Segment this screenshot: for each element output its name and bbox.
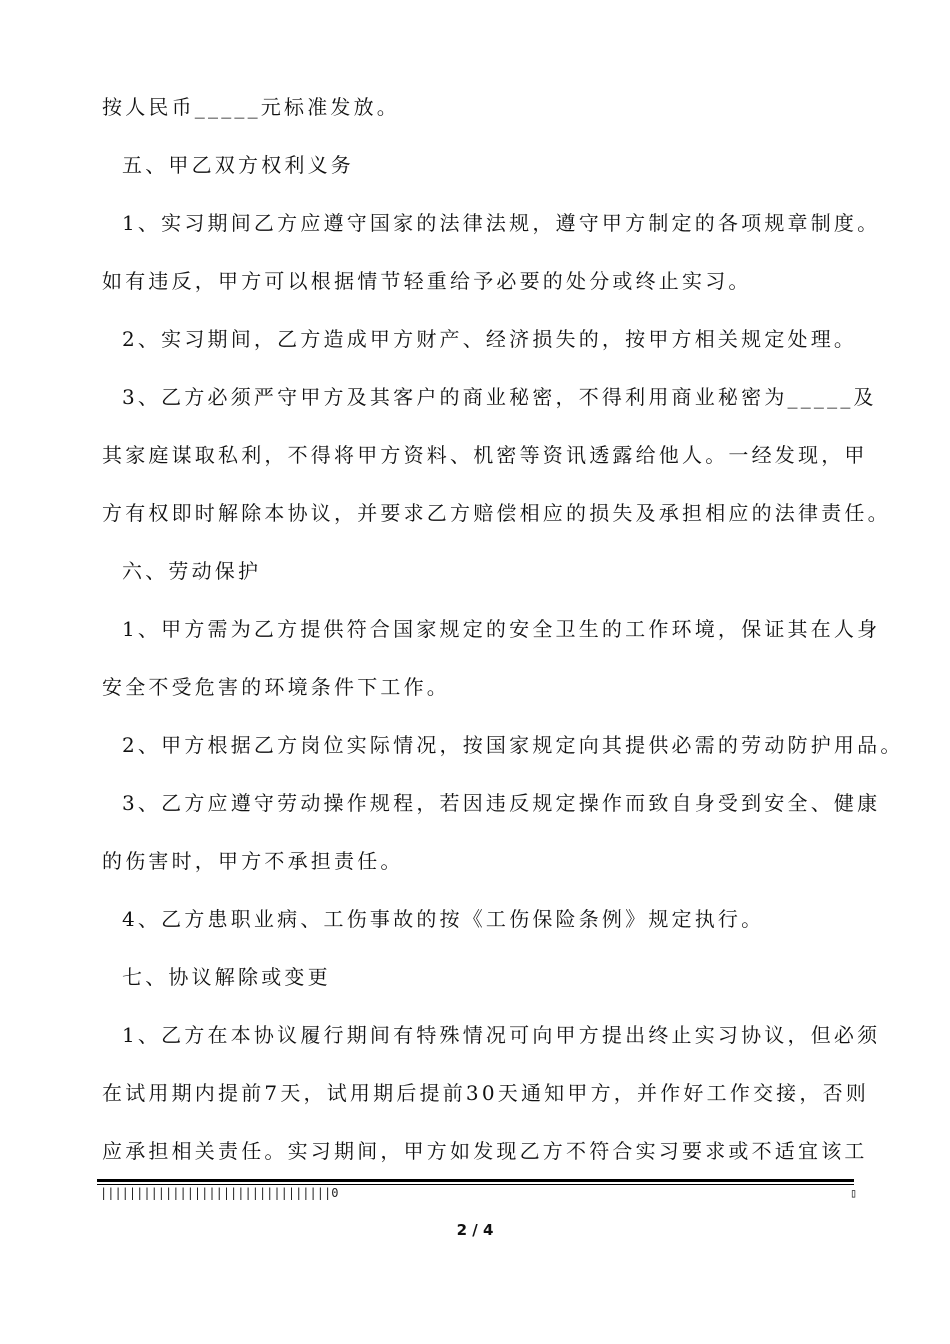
text-line: 如有违反，甲方可以根据情节轻重给予必要的处分或终止实习。 bbox=[102, 269, 752, 293]
text-line: 按人民币_____元标准发放。 bbox=[102, 95, 400, 119]
text-line: 2、实习期间，乙方造成甲方财产、经济损失的，按甲方相关规定处理。 bbox=[122, 327, 858, 351]
text-line: 3、乙方应遵守劳动操作规程，若因违反规定操作而致自身受到安全、健康 bbox=[122, 791, 881, 815]
text-line: 1、乙方在本协议履行期间有特殊情况可向甲方提出终止实习协议，但必须 bbox=[122, 1023, 881, 1047]
text-line: 其家庭谋取私利，不得将甲方资料、机密等资讯透露给他人。一经发现，甲 bbox=[102, 443, 868, 467]
text-line: 2、甲方根据乙方岗位实际情况，按国家规定向其提供必需的劳动防护用品。 bbox=[122, 733, 904, 757]
text-line: 1、甲方需为乙方提供符合国家规定的安全卫生的工作环境，保证其在人身 bbox=[122, 617, 881, 641]
section-heading: 七、协议解除或变更 bbox=[122, 965, 331, 989]
footer-rule-thick bbox=[97, 1179, 854, 1182]
text-line: 1、实习期间乙方应遵守国家的法律法规，遵守甲方制定的各项规章制度。 bbox=[122, 211, 881, 235]
text-line: 在试用期内提前7天，试用期后提前30天通知甲方，并作好工作交接，否则 bbox=[102, 1081, 869, 1105]
section-heading: 五、甲乙双方权利义务 bbox=[122, 153, 354, 177]
page-number: 2 / 4 bbox=[456, 1221, 494, 1239]
text-line: 3、乙方必须严守甲方及其客户的商业秘密，不得利用商业秘密为_____及 bbox=[122, 385, 877, 409]
text-line: 安全不受危害的环境条件下工作。 bbox=[102, 675, 450, 699]
footer-right-text: ▯ bbox=[850, 1186, 858, 1200]
text-line: 应承担相关责任。实习期间，甲方如发现乙方不符合实习要求或不适宜该工 bbox=[102, 1139, 868, 1163]
section-heading: 六、劳动保护 bbox=[122, 559, 262, 583]
footer-left-text: ||||||||||||||||||||||||||||||||0 bbox=[100, 1186, 339, 1200]
text-line: 方有权即时解除本协议，并要求乙方赔偿相应的损失及承担相应的法律责任。 bbox=[102, 501, 891, 525]
text-line: 的伤害时，甲方不承担责任。 bbox=[102, 849, 404, 873]
footer-rule-thin bbox=[97, 1184, 854, 1185]
text-line: 4、乙方患职业病、工伤事故的按《工伤保险条例》规定执行。 bbox=[122, 907, 765, 931]
